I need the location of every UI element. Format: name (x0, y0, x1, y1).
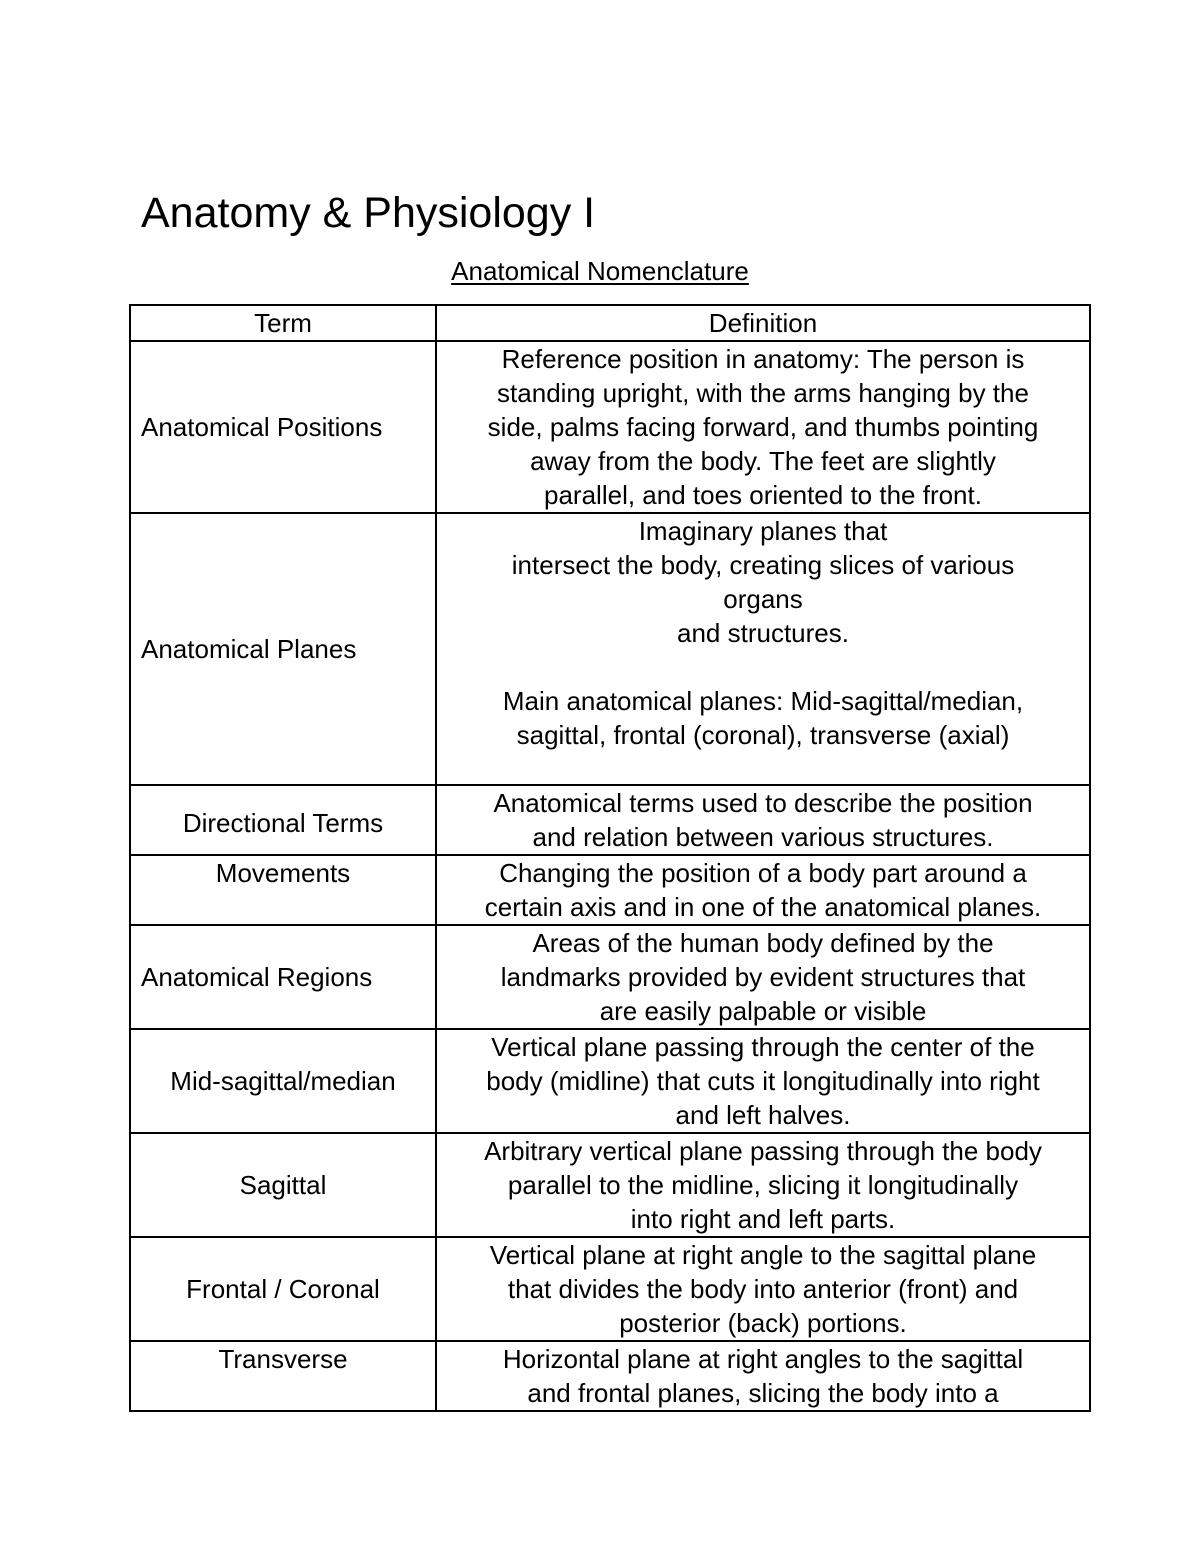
term-cell: Frontal / Coronal (130, 1237, 436, 1341)
definition-line: and left halves. (675, 1100, 851, 1130)
definition-cell (436, 855, 1090, 925)
definition-line: that divides the body into anterior (front) and (507, 1274, 1019, 1304)
table-row (130, 341, 1090, 513)
definition-line: certain axis and in one of the anatomical planes. (484, 892, 1042, 922)
table-row (130, 925, 1090, 1029)
definition-line: parallel to the midline, slicing it longitudinally (507, 1170, 1019, 1200)
definition-line: landmarks provided by evident structures that (500, 962, 1026, 992)
table-row (130, 1341, 1090, 1411)
definition-line: and structures. (677, 618, 849, 648)
document-title: Anatomy & Physiology I (141, 189, 596, 237)
definition-cell (436, 1133, 1090, 1237)
definition-line: Arbitrary vertical plane passing through the body (484, 1136, 1042, 1166)
definition-line: Changing the position of a body part around a (499, 858, 1027, 888)
definition-cell (436, 785, 1090, 855)
subtitle-text: Anatomical Nomenclature (451, 256, 749, 286)
table-row (130, 855, 1090, 925)
term-cell: Anatomical Planes (130, 513, 436, 785)
definition-cell (436, 1029, 1090, 1133)
definition-line: Reference position in anatomy: The person is (501, 344, 1025, 374)
term-cell: Mid-sagittal/median (130, 1029, 436, 1133)
table-header-row (130, 305, 1090, 341)
definition-line: away from the body. The feet are slightly (530, 446, 996, 476)
table-row (130, 785, 1090, 855)
header-definition: Definition (436, 305, 1090, 341)
definition-line: Horizontal plane at right angles to the sagittal (502, 1344, 1024, 1374)
table-row (130, 513, 1090, 785)
definition-line: and frontal planes, slicing the body into a (527, 1378, 999, 1408)
definition-line: side, palms facing forward, and thumbs pointing (487, 412, 1039, 442)
definition-cell (436, 1341, 1090, 1411)
definition-line: into right and left parts. (630, 1204, 896, 1234)
definition-line: standing upright, with the arms hanging by the (497, 378, 1029, 408)
term-cell: Sagittal (130, 1133, 436, 1237)
definition-line: body (midline) that cuts it longitudinally into right (486, 1066, 1040, 1096)
definition-line: intersect the body, creating slices of various (511, 550, 1015, 580)
definition-line: Anatomical terms used to describe the position (493, 788, 1033, 818)
term-cell: Anatomical Regions (130, 925, 436, 1029)
table-row (130, 1237, 1090, 1341)
definition-cell (436, 513, 1090, 785)
definition-line: parallel, and toes oriented to the front. (544, 480, 982, 510)
document-subtitle (0, 256, 1200, 287)
definition-line: Main anatomical planes: Mid-sagittal/median, (502, 686, 1024, 716)
definition-spacer (443, 650, 1083, 684)
header-term: Term (130, 305, 436, 341)
definition-line: sagittal, frontal (coronal), transverse (axial) (516, 720, 1010, 750)
nomenclature-table (129, 304, 1091, 1412)
table-row (130, 1029, 1090, 1133)
term-cell: Anatomical Positions (130, 341, 436, 513)
term-cell: Transverse (130, 1341, 436, 1411)
definition-line: Vertical plane at right angle to the sagittal plane (489, 1240, 1037, 1270)
term-cell: Directional Terms (130, 785, 436, 855)
definition-cell (436, 341, 1090, 513)
table-row (130, 1133, 1090, 1237)
definition-line: Areas of the human body defined by the (532, 928, 994, 958)
definition-line: posterior (back) portions. (619, 1308, 907, 1338)
definition-line: and relation between various structures. (532, 822, 994, 852)
definition-line: Vertical plane passing through the center of the (491, 1032, 1035, 1062)
definition-cell (436, 925, 1090, 1029)
definition-cell (436, 1237, 1090, 1341)
definition-line: organs (723, 584, 803, 614)
definition-line: Imaginary planes that (638, 516, 888, 546)
term-cell: Movements (130, 855, 436, 925)
definition-line: are easily palpable or visible (599, 996, 927, 1026)
